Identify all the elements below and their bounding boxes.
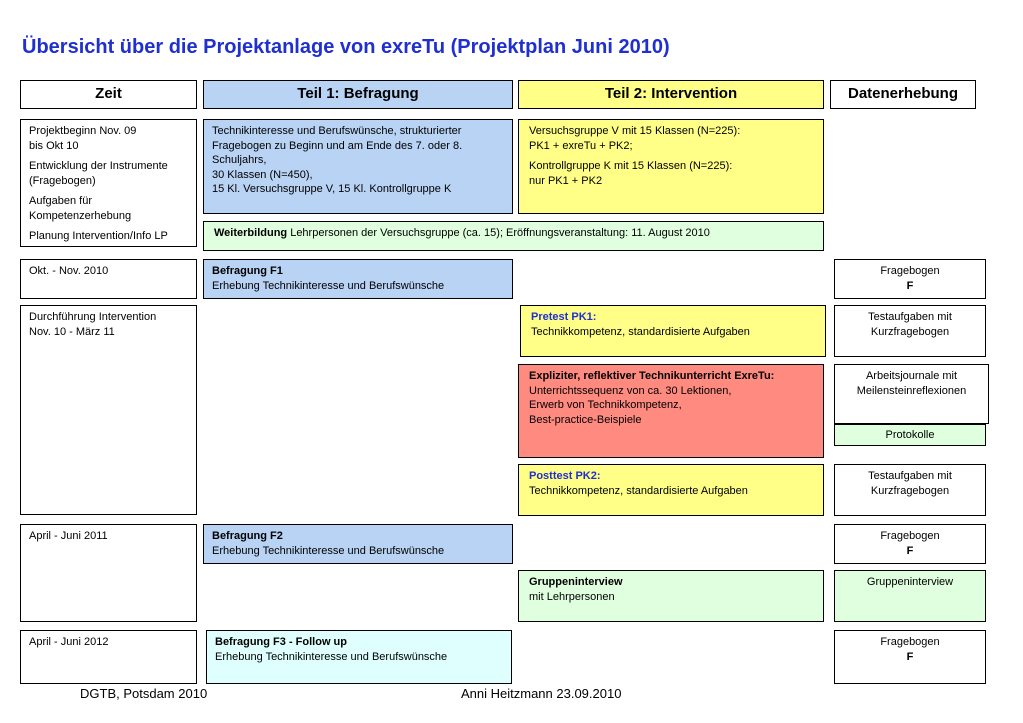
befragung-f1-title: Befragung F1 xyxy=(212,265,283,277)
daten-code: F xyxy=(906,279,914,292)
gruppeninterview-box xyxy=(518,570,824,622)
unterricht-line: Erwerb von Technikkompetenz, xyxy=(529,399,682,411)
unterricht-title: Expliziter, reflektiver Technikunterricht ExreTu: xyxy=(529,370,775,382)
daten-label: Fragebogen xyxy=(880,530,940,542)
intervention-line: Versuchsgruppe V mit 15 Klassen (N=225): xyxy=(529,125,741,137)
intervention-line: PK1 + exreTu + PK2; xyxy=(529,139,633,152)
befragung-line: Schuljahrs, xyxy=(212,154,267,166)
daten-testaufgaben-posttest xyxy=(834,464,986,516)
weiterbildung-text: Lehrpersonen der Versuchsgruppe (ca. 15); Eröffnungsveranstaltung: 11. August 2010 xyxy=(287,227,710,239)
zeit-line: Entwicklung der Instrumente xyxy=(29,160,168,172)
weiterbildung-box xyxy=(203,221,824,251)
pretest-pk1 xyxy=(520,305,826,357)
daten-line: Testaufgaben mit xyxy=(868,470,952,482)
pretest-text: Technikkompetenz, standardisierte Aufgaben xyxy=(531,325,750,338)
header-teil1-befragung: Teil 1: Befragung xyxy=(203,80,513,109)
daten-gruppeninterview: Gruppeninterview xyxy=(834,570,986,622)
befragung-overview xyxy=(203,119,513,214)
gruppeninterview-text: mit Lehrpersonen xyxy=(529,590,615,603)
daten-fragebogen-f2 xyxy=(834,524,986,564)
zeit-okt-nov-2010: Okt. - Nov. 2010 xyxy=(20,259,197,299)
daten-line: Arbeitsjournale mit xyxy=(865,370,958,382)
befragung-line: 15 Kl. Versuchsgruppe V, 15 Kl. Kontrollgruppe K xyxy=(212,183,452,195)
befragung-line: Technikinteresse und Berufswünsche, strukturierter xyxy=(212,125,462,137)
befragung-f1-text: Erhebung Technikinteresse und Berufswünsche xyxy=(212,279,445,292)
zeit-durchfuehrung-intervention xyxy=(20,305,197,515)
daten-line: Testaufgaben mit xyxy=(868,311,952,323)
daten-line: Meilensteinreflexionen xyxy=(856,384,967,397)
zeit-line: Planung Intervention/Info LP xyxy=(29,230,168,242)
daten-label: Fragebogen xyxy=(880,265,940,277)
explizit-technikunterricht xyxy=(518,364,824,458)
daten-code: F xyxy=(906,544,914,557)
header-zeit: Zeit xyxy=(20,80,197,109)
daten-label: Fragebogen xyxy=(880,636,940,648)
daten-line: Kurzfragebogen xyxy=(870,325,950,338)
zeit-line: (Fragebogen) xyxy=(29,174,96,187)
daten-protokolle: Protokolle xyxy=(834,424,986,446)
zeit-line: Durchführung Intervention xyxy=(29,311,157,323)
weiterbildung-title: Weiterbildung xyxy=(214,227,288,239)
header-teil2-intervention: Teil 2: Intervention xyxy=(518,80,824,109)
daten-code: F xyxy=(906,650,914,663)
zeit-april-juni-2012: April - Juni 2012 xyxy=(20,630,197,684)
zeit-line: Projektbeginn Nov. 09 xyxy=(29,125,137,137)
befragung-f1 xyxy=(203,259,513,299)
zeit-line: Nov. 10 - März 11 xyxy=(29,325,115,338)
befragung-f2-title: Befragung F2 xyxy=(212,530,283,542)
posttest-pk2 xyxy=(518,464,824,516)
zeit-april-juni-2011: April - Juni 2011 xyxy=(20,524,197,622)
gruppeninterview-title: Gruppeninterview xyxy=(529,576,623,588)
befragung-line: 30 Klassen (N=450), xyxy=(212,168,313,181)
befragung-f2 xyxy=(203,524,513,564)
intervention-overview xyxy=(518,119,824,214)
unterricht-line: Unterrichtssequenz von ca. 30 Lektionen, xyxy=(529,384,732,397)
daten-testaufgaben-pretest xyxy=(834,305,986,357)
unterricht-line: Best-practice-Beispiele xyxy=(529,413,642,426)
daten-fragebogen-f1 xyxy=(834,259,986,299)
intervention-line: Kontrollgruppe K mit 15 Klassen (N=225): xyxy=(529,160,733,172)
page-title: Übersicht über die Projektanlage von exreTu (Projektplan Juni 2010) xyxy=(22,36,670,58)
daten-line: Kurzfragebogen xyxy=(870,484,950,497)
befragung-line: Fragebogen zu Beginn und am Ende des 7. oder 8. xyxy=(212,139,463,152)
befragung-f3-follow-up xyxy=(206,630,512,684)
befragung-f3-title: Befragung F3 - Follow up xyxy=(215,636,347,648)
header-datenerhebung: Datenerhebung xyxy=(830,80,976,109)
zeit-projektbeginn xyxy=(20,119,197,247)
posttest-title: Posttest PK2: xyxy=(529,470,601,482)
footer-left: DGTB, Potsdam 2010 xyxy=(80,686,208,701)
zeit-line: bis Okt 10 xyxy=(29,139,79,152)
footer-right: Anni Heitzmann 23.09.2010 xyxy=(461,686,622,701)
pretest-title: Pretest PK1: xyxy=(531,311,597,323)
posttest-text: Technikkompetenz, standardisierte Aufgaben xyxy=(529,484,748,497)
befragung-f2-text: Erhebung Technikinteresse und Berufswünsche xyxy=(212,544,445,557)
daten-fragebogen-f3 xyxy=(834,630,986,684)
zeit-line: Aufgaben für xyxy=(29,195,92,207)
intervention-line: nur PK1 + PK2 xyxy=(529,174,603,187)
befragung-f3-text: Erhebung Technikinteresse und Berufswünsche xyxy=(215,650,448,663)
zeit-line: Kompetenzerhebung xyxy=(29,209,132,222)
daten-arbeitsjournale xyxy=(834,364,989,424)
